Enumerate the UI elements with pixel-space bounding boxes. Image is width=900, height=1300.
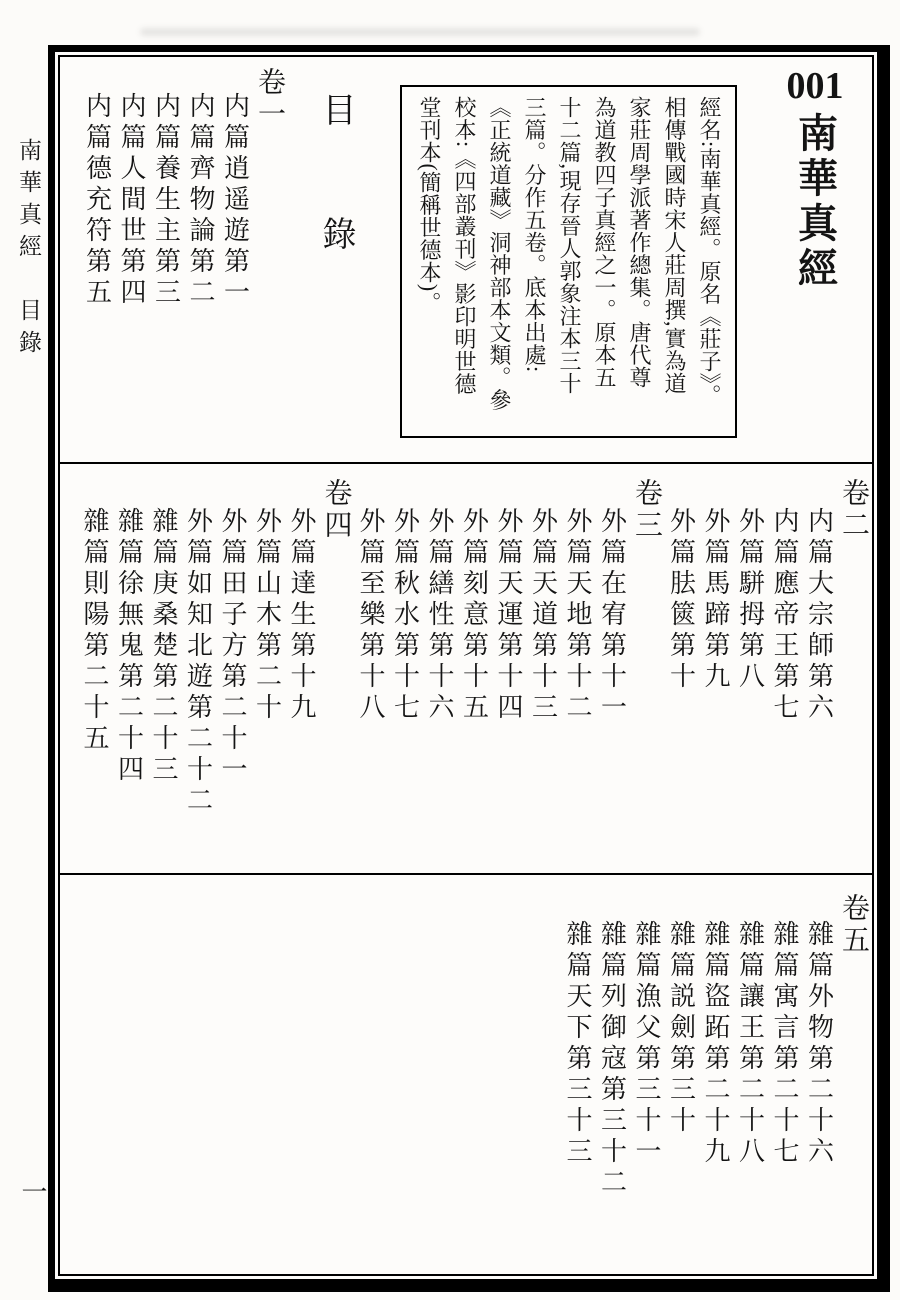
description-line: 相傳戰國時宋人莊周撰,實為道	[662, 96, 687, 395]
toc-item: 外篇達生第十九	[287, 507, 316, 724]
toc-item: 雜篇庚桑楚第二十三	[149, 507, 178, 786]
description-line: 校本:《四部叢刊》影印明世德	[452, 96, 477, 396]
toc-item: 内篇逍遥遊第一	[220, 92, 250, 309]
page-frame	[48, 45, 890, 1292]
toc-item: 外篇刻意第十五	[459, 507, 489, 724]
toc-item: 内篇大宗師第六	[804, 507, 834, 724]
content-area	[60, 57, 872, 1274]
toc-item: 外篇山木第二十	[252, 507, 282, 724]
toc-item: 雜篇讓王第二十八	[735, 920, 765, 1168]
volume-title-block	[784, 66, 846, 297]
toc-item: 外篇繕性第十六	[425, 507, 454, 724]
scan-smudge-artifact	[140, 28, 700, 36]
volume-heading: 卷三	[631, 478, 662, 542]
toc-item: 雜篇外物第二十六	[804, 920, 834, 1168]
toc-item: 外篇田子方第二十一	[218, 507, 247, 786]
volume-heading: 卷二	[838, 478, 869, 542]
toc-item: 雜篇則陽第二十五	[80, 507, 109, 755]
margin-strip	[0, 0, 48, 1300]
toc-item: 雜篇寓言第二十七	[770, 920, 799, 1168]
toc-item: 外篇天地第十二	[563, 507, 592, 724]
toc-item: 外篇在宥第十一	[597, 507, 627, 724]
description-line: 三篇。分作五卷。底本出處:	[522, 96, 547, 373]
description-line: 《正統道藏》洞神部本文類。參	[487, 96, 512, 411]
toc-item: 外篇至樂第十八	[356, 507, 385, 724]
description-text	[410, 96, 727, 427]
page-frame-inner-border	[58, 55, 874, 1276]
toc-item: 外篇天道第十三	[528, 507, 558, 724]
toc-item: 内篇應帝王第七	[770, 507, 799, 724]
toc-item: 内篇人間世第四	[117, 92, 146, 309]
page-number: 一	[18, 1178, 47, 1204]
toc-item: 雜篇説劍第三十	[666, 920, 696, 1137]
toc-item: 外篇天運第十四	[494, 507, 523, 724]
section-bottom	[60, 875, 872, 1274]
margin-title: 南華真經 目錄	[16, 138, 41, 362]
book-number: 001	[786, 65, 844, 107]
description-box	[400, 85, 737, 438]
volume-group-2	[77, 478, 871, 870]
book-title: 南華真經	[792, 111, 838, 292]
volume-heading: 卷一	[254, 67, 285, 131]
toc-item: 雜篇盜跖第二十九	[701, 920, 730, 1168]
toc-item: 雜篇徐無鬼第二十四	[114, 507, 144, 786]
volume-heading: 卷四	[320, 478, 352, 542]
toc-item: 雜篇天下第三十三	[563, 920, 592, 1168]
toc-item: 外篇駢拇第八	[735, 507, 765, 693]
volume-group-3	[560, 893, 871, 1271]
section-top	[60, 57, 872, 462]
toc-item: 雜篇列御寇第三十二	[597, 920, 627, 1199]
toc-item: 外篇秋水第十七	[390, 507, 420, 724]
toc-item: 内篇養生主第三	[151, 92, 181, 309]
section-middle	[60, 464, 872, 873]
toc-heading: 目 錄	[317, 92, 354, 278]
description-line: 家莊周學派著作總集。唐代尊	[627, 96, 652, 389]
description-line: 十二篇,現存晉人郭象注本三十	[557, 96, 582, 395]
description-line: 為道教四子真經之一。原本五	[592, 96, 617, 389]
toc-item: 内篇德充符第五	[82, 92, 112, 309]
toc-item: 内篇齊物論第二	[186, 92, 215, 309]
description-line: 經名:南華真經。原名《莊子》。	[697, 96, 722, 407]
toc-item: 雜篇漁父第三十一	[632, 920, 661, 1168]
description-line: 堂刊本(簡稱世德本)。	[417, 96, 442, 315]
volume-group-1	[60, 67, 286, 459]
toc-item: 外篇胠篋第十	[666, 507, 696, 693]
volume-heading: 卷五	[838, 893, 869, 957]
toc-item: 外篇馬蹄第九	[701, 507, 730, 693]
toc-item: 外篇如知北遊第二十二	[183, 507, 213, 817]
